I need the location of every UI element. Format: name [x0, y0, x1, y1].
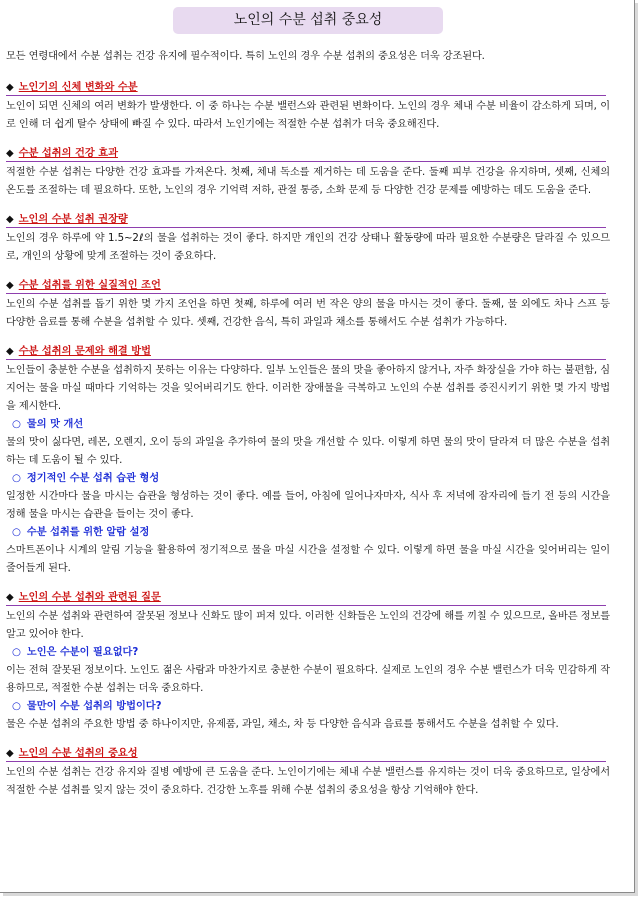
section-paragraph: 노인들이 충분한 수분을 섭취하지 못하는 이유는 다양하다. 일부 노인들은 물의 맛을 좋아하지 않거나, 자주 화장실을 가야 하는 불편함, 심지어는 물을 마실 때마다 기억하는 것을 잊어버리기도 한다. 이러한 장애물을 극복하고 노인의 수분 섭취를 증진시키기 위한 몇 가지 방법을 제시한다.: [6, 365, 610, 412]
subsection-title: 물만이 수분 섭취의 방법이다?: [26, 701, 162, 712]
subsection-paragraph: 일정한 시간마다 물을 마시는 습관을 형성하는 것이 좋다. 예를 들어, 아침에 일어나자마자, 식사 후 저녁에 잠자리에 들기 전 등의 시간을 정해 물을 마시는 습관을 들이는 것이 좋다.: [6, 491, 610, 520]
section-related-questions: [6, 590, 610, 734]
subsection-paragraph: 물의 맛이 싫다면, 레몬, 오렌지, 오이 등의 과일을 추가하여 물의 맛을 개선할 수 있다. 이렇게 하면 물의 맛이 달라져 더 많은 수분을 섭취하는 데 도움이 될 수 있다.: [6, 437, 610, 466]
subsection-title: 물의 맛 개선: [26, 419, 84, 430]
section-paragraph: 노인의 수분 섭취는 건강 유지와 질병 예방에 큰 도움을 준다. 노인이기에는 체내 수분 밸런스를 유지하는 것이 더욱 중요하므로, 일상에서 적절한 수분 섭취를 잊지 않는 것이 중요하다. 건강한 노후를 위해 수분 섭취의 중요성을 항상 기억해야 한다.: [6, 767, 610, 796]
subsection-heading: [12, 525, 610, 541]
diamond-bullet-icon: ◆: [6, 592, 14, 603]
diamond-bullet-icon: ◆: [6, 82, 14, 93]
section-recommended-intake: [6, 212, 610, 266]
diamond-bullet-icon: ◆: [6, 346, 14, 357]
section-heading: [6, 146, 606, 162]
subsection-heading: [12, 699, 610, 715]
document-title: 노인의 수분 섭취 중요성: [173, 7, 443, 34]
circle-bullet-icon: ○: [12, 647, 21, 658]
diamond-bullet-icon: ◆: [6, 148, 14, 159]
section-body-changes: [6, 80, 610, 134]
section-paragraph: 노인의 수분 섭취와 관련하여 잘못된 정보나 신화도 많이 퍼져 있다. 이러한 신화들은 노인의 건강에 해를 끼칠 수 있으므로, 올바른 정보를 알고 있어야 한다.: [6, 611, 610, 640]
section-paragraph: 적절한 수분 섭취는 다양한 건강 효과를 가져온다. 첫째, 체내 독소를 제거하는 데 도움을 준다. 둘째 피부 건강을 유지하며, 셋째, 신체의 온도를 조절하는 데 필요하다. 또한, 노인의 경우 기억력 저하, 관절 통증, 소화 문제 등 다양한 건강 문제를 예방하는 데도 도움을 준다.: [6, 167, 610, 196]
circle-bullet-icon: ○: [12, 419, 21, 430]
section-title: 노인의 수분 섭취와 관련된 질문: [18, 592, 161, 603]
subsection-heading: [12, 417, 610, 433]
subsection-heading: [12, 471, 610, 487]
section-paragraph: 노인의 수분 섭취를 돕기 위한 몇 가지 조언을 하면 첫째, 하루에 여러 번 작은 양의 물을 마시는 것이 좋다. 둘째, 물 외에도 차나 스프 등 다양한 음료를 통해 수분을 섭취할 수 있다. 셋째, 건강한 음식, 특히 과일과 채소를 통해서도 수분 섭취가 가능하다.: [6, 299, 610, 328]
subsection-title: 수분 섭취를 위한 알람 설정: [26, 527, 150, 538]
section-title: 수분 섭취를 위한 실질적인 조언: [18, 280, 161, 291]
subsection-paragraph: 물은 수분 섭취의 주요한 방법 중 하나이지만, 유제품, 과일, 채소, 차 등 다양한 음식과 음료를 통해서도 수분을 섭취할 수 있다.: [6, 719, 559, 730]
section-heading: [6, 344, 606, 360]
section-title: 수분 섭취의 건강 효과: [18, 148, 118, 159]
section-heading: [6, 278, 606, 294]
document-body: [6, 7, 610, 812]
section-paragraph: 노인의 경우 하루에 약 1.5~2ℓ의 물을 섭취하는 것이 좋다. 하지만 개인의 건강 상태나 활동량에 따라 필요한 수분량은 달라질 수 있으므로, 개인의 상황에 맞게 조절하는 것이 중요하다.: [6, 233, 610, 262]
subsection-title: 정기적인 수분 섭취 습관 형성: [26, 473, 160, 484]
section-practical-advice: [6, 278, 610, 332]
section-importance: [6, 746, 610, 800]
section-health-effects: [6, 146, 610, 200]
diamond-bullet-icon: ◆: [6, 214, 14, 225]
circle-bullet-icon: ○: [12, 527, 21, 538]
section-heading: [6, 212, 606, 228]
diamond-bullet-icon: ◆: [6, 280, 14, 291]
circle-bullet-icon: ○: [12, 701, 21, 712]
section-heading: [6, 590, 606, 606]
section-title: 수분 섭취의 문제와 해결 방법: [18, 346, 151, 357]
intro-paragraph: 모든 연령대에서 수분 섭취는 건강 유지에 필수적이다. 특히 노인의 경우 수분 섭취의 중요성은 더욱 강조된다.: [6, 51, 485, 62]
section-title: 노인의 수분 섭취의 중요성: [18, 748, 138, 759]
section-heading: [6, 80, 606, 96]
circle-bullet-icon: ○: [12, 473, 21, 484]
section-title: 노인의 수분 섭취 권장량: [18, 214, 128, 225]
diamond-bullet-icon: ◆: [6, 748, 14, 759]
section-paragraph: 노인이 되면 신체의 여러 변화가 발생한다. 이 중 하나는 수분 밸런스와 관련된 변화이다. 노인의 경우 체내 수분 비율이 감소하게 되며, 이로 인해 더 쉽게 탈수 상태에 빠질 수 있다. 따라서 노인기에는 적절한 수분 섭취가 더욱 중요해진다.: [6, 101, 610, 130]
subsection-paragraph: 이는 전혀 잘못된 정보이다. 노인도 젊은 사람과 마찬가지로 충분한 수분이 필요하다. 실제로 노인의 경우 수분 밸런스가 더욱 민감하게 작용하므로, 적절한 수분 섭취는 더욱 중요하다.: [6, 665, 610, 694]
section-problems-solutions: [6, 344, 610, 578]
subsection-title: 노인은 수분이 필요없다?: [26, 647, 139, 658]
subsection-heading: [12, 645, 610, 661]
subsection-paragraph: 스마트폰이나 시계의 알림 기능을 활용하여 정기적으로 물을 마실 시간을 설정할 수 있다. 이렇게 하면 물을 마실 시간을 잊어버리는 일이 줄어들게 된다.: [6, 545, 610, 574]
section-title: 노인기의 신체 변화와 수분: [18, 82, 138, 93]
section-heading: [6, 746, 606, 762]
